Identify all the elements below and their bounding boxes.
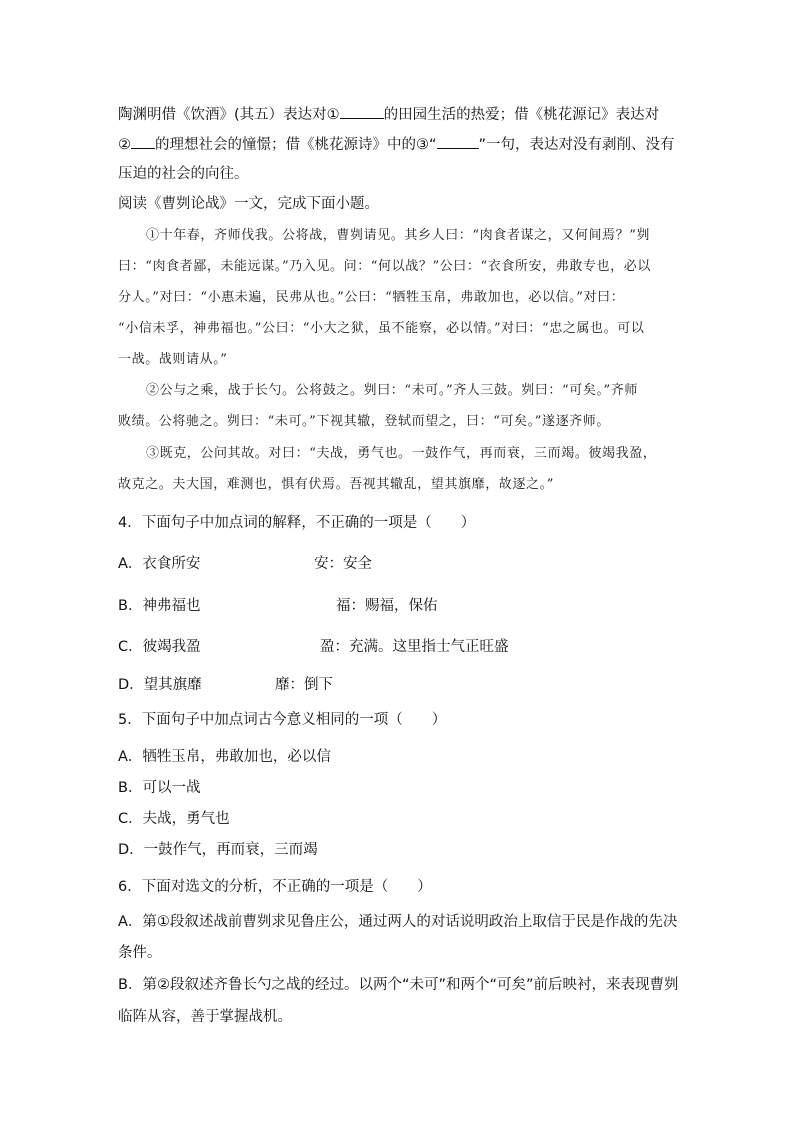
q5-option-c: C．夫战，勇气也 (118, 811, 230, 827)
q6-option-b-line-1: B．第②段叙述齐鲁长勺之战的经过。以两个“未可”和两个“可矣”前后映衬，来表现曹刿 (118, 977, 679, 993)
q4-option-b-label: B．神弗福也 (118, 598, 201, 614)
q4-option-d-answer: 靡：倒下 (275, 677, 333, 693)
q5-option-a: A．牺牲玉帛，弗敢加也，必以信 (118, 749, 331, 765)
passage-p1-line-4: “小信未孚，神弗福也。”公曰：“小大之狱，虽不能察，必以情。”对曰：“忠之属也。可以 (118, 321, 645, 336)
q4-option-c-label: C．彼竭我盈 (118, 639, 201, 655)
passage-p2-line-1: ②公与之乘，战于长勺。公将鼓之。刿曰：“未可。”齐人三鼓。刿曰：“可矣。”齐师 (146, 383, 638, 398)
blank-1 (340, 104, 384, 119)
passage-p1-line-2: 曰：“肉食者鄙，未能远谋。”乃入见。问：“何以战？”公曰：“衣食所安，弗敢专也，必以 (118, 259, 651, 274)
blank-3 (437, 134, 479, 149)
passage-p1-line-5: 一战。战则请从。” (118, 352, 228, 367)
q5-option-d: D．一鼓作气，再而衰，三而竭 (118, 842, 318, 858)
q4-option-a-answer: 安：安全 (314, 556, 372, 572)
intro-line-2: ② 的理想社会的憧憬；借《桃花源诗》中的③“ ”一句，表达对没有剥削、没有 (118, 134, 678, 155)
q4-option-c-answer: 盈：充满。这里指士气正旺盛 (320, 639, 509, 655)
q5-stem: 5．下面句子中加点词古今意义相同的一项（ ） (118, 712, 447, 728)
intro-line-1: 陶渊明借《饮酒》(其五）表达对① 的田园生活的热爱；借《桃花源记》表达对 (118, 104, 678, 125)
q6-option-a-line-2: 条件。 (118, 945, 162, 961)
q6-option-b-line-2: 临阵从容，善于掌握战机。 (118, 1009, 292, 1025)
passage-p1-line-3: 分人。”对曰：“小惠未遍，民弗从也。”公曰：“牺牲玉帛，弗敢加也，必以信。”对曰： (118, 290, 625, 305)
q6-option-a-line-1: A．第①段叙述战前曹刿求见鲁庄公，通过两人的对话说明政治上取信于民是作战的先决 (118, 914, 678, 930)
q6-stem: 6．下面对选文的分析，不正确的一项是（ ） (118, 879, 432, 895)
passage-p3-line-2: 故克之。夫大国，难测也，惧有伏焉。吾视其辙乱，望其旗靡，故逐之。” (118, 477, 554, 492)
q4-option-b-answer: 福：赐福，保佑 (336, 598, 438, 614)
q5-option-b: B．可以一战 (118, 780, 201, 796)
blank-2 (131, 134, 155, 149)
q4-option-d-label: D．望其旗靡 (118, 677, 202, 693)
q4-option-a-label: A．衣食所安 (118, 556, 201, 572)
passage-p2-line-2: 败绩。公将驰之。刿曰：“未可。”下视其辙，登轼而望之，曰：“可矣。”遂逐齐师。 (118, 414, 610, 429)
passage-p1-line-1: ①十年春，齐师伐我。公将战，曹刿请见。其乡人曰：“肉食者谋之，又何间焉？”刿 (146, 228, 651, 243)
passage-p3-line-1: ③既克，公问其故。对曰：“夫战，勇气也。一鼓作气，再而衰，三而竭。彼竭我盈， (146, 446, 657, 461)
reading-instruction: 阅读《曹刿论战》一文，完成下面小题。 (118, 196, 379, 212)
intro-line-3: 压迫的社会的向往。 (118, 166, 249, 182)
q4-stem: 4．下面句子中加点词的解释，不正确的一项是（ ） (118, 515, 476, 531)
